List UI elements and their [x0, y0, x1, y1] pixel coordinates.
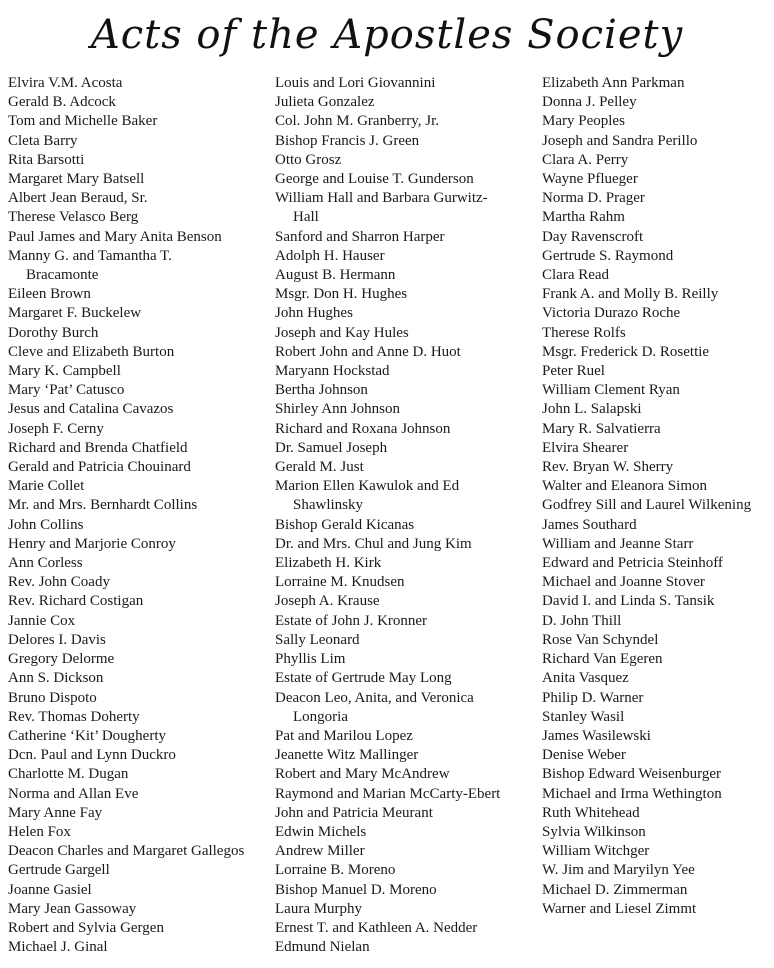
donor-name-line: Robert and Mary McAndrew: [275, 766, 450, 783]
donor-name-line: W. Jim and Maryilyn Yee: [542, 862, 695, 879]
donor-name-line: Mary ‘Pat’ Catusco: [8, 382, 125, 399]
donor-name-line: Jannie Cox: [8, 612, 76, 629]
donor-name-line: Estate of John J. Kronner: [275, 612, 428, 629]
donor-name-line: Day Ravenscroft: [542, 228, 644, 245]
donor-name-line: Lorraine B. Moreno: [275, 862, 396, 879]
donor-name: [275, 93, 533, 112]
donor-name: [8, 189, 266, 208]
donor-name: [8, 285, 266, 304]
donor-name-line: William Clement Ryan: [542, 382, 680, 399]
donor-name-line: Raymond and Marian McCarty-Ebert: [275, 785, 501, 802]
donor-name-line: Philip D. Warner: [542, 689, 644, 706]
donor-name-line: Dcn. Paul and Lynn Duckro: [8, 747, 176, 764]
donor-name: [275, 727, 533, 746]
donor-name: [8, 804, 266, 823]
donor-name: [275, 304, 533, 323]
donor-name: [8, 151, 266, 170]
donor-name-line: Ruth Whitehead: [542, 804, 640, 821]
donor-name: [275, 285, 533, 304]
donor-name-line: Gerald M. Just: [275, 459, 364, 476]
donor-name: [275, 554, 533, 573]
donor-name: [275, 900, 533, 919]
donor-name-line: Marie Collet: [8, 478, 85, 495]
donor-name: [542, 400, 770, 419]
donor-name-line: Gregory Delorme: [8, 651, 115, 668]
donor-name-line: Mary Anne Fay: [8, 804, 103, 821]
donor-name: [8, 592, 266, 611]
donor-name: [275, 132, 533, 151]
donor-name-line: Wayne Pflueger: [542, 171, 638, 188]
donor-name: [542, 727, 770, 746]
donor-name-line: Bertha Johnson: [275, 382, 368, 399]
donor-name-line: Gertrude Gargell: [8, 862, 110, 879]
donor-name-line: Sanford and Sharron Harper: [275, 228, 445, 245]
donor-name: [8, 170, 266, 189]
donor-name: [275, 362, 533, 381]
donor-name-line: Margaret Mary Batsell: [8, 171, 145, 188]
donor-name-line: Maryann Hockstad: [275, 363, 390, 380]
donor-name-line: Pat and Marilou Lopez: [275, 727, 413, 744]
donor-name-line: Catherine ‘Kit’ Dougherty: [8, 727, 167, 744]
donor-name-line: Elizabeth Ann Parkman: [542, 75, 685, 91]
donor-name: [8, 74, 266, 93]
donor-name-line: Bishop Manuel D. Moreno: [275, 881, 437, 898]
donor-name: [8, 900, 266, 919]
donor-name: [275, 170, 533, 189]
donor-name-line: Therese Rolfs: [542, 324, 626, 341]
donor-name-line: Rita Barsotti: [8, 151, 85, 168]
donor-name: [275, 381, 533, 400]
donor-name-line: John L. Salapski: [542, 401, 642, 418]
donor-name-line: Laura Murphy: [275, 900, 363, 917]
donor-name-line: Norma D. Prager: [542, 190, 645, 207]
donor-name-line: Sally Leonard: [275, 631, 360, 648]
donor-name: [542, 228, 770, 247]
donor-name: [275, 650, 533, 669]
donor-name: [8, 938, 266, 957]
donor-name: [542, 535, 770, 554]
donor-name-line: Joseph F. Cerny: [8, 420, 104, 437]
donor-name-line: Cleta Barry: [8, 132, 78, 149]
donor-name: [542, 650, 770, 669]
donor-name-line: Robert and Sylvia Gergen: [8, 919, 164, 936]
donor-name-line: Jesus and Catalina Cavazos: [8, 401, 174, 418]
donor-name: [8, 823, 266, 842]
donor-name-line: Edmund Nielan: [275, 939, 370, 956]
donor-name-line: Mr. and Mrs. Bernhardt Collins: [8, 497, 198, 514]
donor-name: [275, 861, 533, 880]
donor-name-line: Gerald and Patricia Chouinard: [8, 459, 191, 476]
donor-name: [8, 727, 266, 746]
donor-name: [542, 765, 770, 784]
donor-name: [542, 266, 770, 285]
donor-name: [8, 400, 266, 419]
donor-name-line: Stanley Wasil: [542, 708, 625, 725]
donor-name: [8, 746, 266, 765]
donor-name-line: Ann S. Dickson: [8, 670, 104, 687]
donor-name: [542, 592, 770, 611]
donor-name-line: Therese Velasco Berg: [8, 209, 139, 226]
donor-name-line: Mary Jean Gassoway: [8, 900, 137, 917]
donor-name: [275, 689, 533, 727]
donor-name: [542, 746, 770, 765]
donor-name-line: Adolph H. Hauser: [275, 247, 385, 264]
donor-name: [275, 324, 533, 343]
donor-name: [542, 554, 770, 573]
donor-name-line: Msgr. Don H. Hughes: [275, 286, 408, 303]
donor-name: [275, 765, 533, 784]
donor-name: [8, 689, 266, 708]
donor-name-line: Michael J. Ginal: [8, 939, 108, 956]
donor-name-line: Lorraine M. Knudsen: [275, 574, 405, 591]
donor-name-line: Msgr. Frederick D. Rosettie: [542, 343, 710, 360]
donor-name-line: Albert Jean Beraud, Sr.: [8, 190, 148, 207]
donor-name-line: Mary Peoples: [542, 113, 625, 130]
donor-name-line: James Southard: [542, 516, 637, 533]
donor-column-3: [542, 74, 770, 919]
donor-name-line: Ernest T. and Kathleen A. Nedder: [275, 919, 478, 936]
donor-name-line: Rev. Bryan W. Sherry: [542, 459, 674, 476]
donor-name: [8, 324, 266, 343]
donor-name: [8, 132, 266, 151]
donor-name-line: Dr. Samuel Joseph: [275, 439, 388, 456]
donor-name: [8, 362, 266, 381]
donor-name: [542, 208, 770, 227]
donor-name-line: William Hall and Barbara Gurwitz-: [275, 190, 488, 207]
donor-name-line: Bishop Gerald Kicanas: [275, 516, 415, 533]
donor-name-line: Joanne Gasiel: [8, 881, 92, 898]
donor-name: [8, 708, 266, 727]
donor-name: [542, 785, 770, 804]
donor-name-line: Rose Van Schyndel: [542, 631, 659, 648]
donor-name-line: Michael D. Zimmerman: [542, 881, 688, 898]
donor-name-line: Rev. John Coady: [8, 574, 110, 591]
donor-name: [8, 612, 266, 631]
donor-name-line: Sylvia Wilkinson: [542, 823, 646, 840]
donor-name-line: Richard and Brenda Chatfield: [8, 439, 188, 456]
donor-name: [8, 535, 266, 554]
donor-name: [275, 266, 533, 285]
donor-name-line: Elvira V.M. Acosta: [8, 75, 123, 91]
donor-name: [275, 112, 533, 131]
donor-name-continuation: Hall: [293, 209, 319, 226]
donor-name: [275, 631, 533, 650]
donor-name-line: Donna J. Pelley: [542, 94, 637, 111]
donor-name: [542, 420, 770, 439]
donor-name-line: Bruno Dispoto: [8, 689, 97, 706]
donor-name: [542, 823, 770, 842]
donor-name-line: John Collins: [8, 516, 84, 533]
donor-name-line: James Wasilewski: [542, 727, 651, 744]
donor-name-line: Robert John and Anne D. Huot: [275, 343, 461, 360]
donor-name-line: Elvira Shearer: [542, 439, 629, 456]
donor-name: [542, 93, 770, 112]
donor-name-continuation: Shawlinsky: [293, 497, 364, 514]
donor-name-line: Elizabeth H. Kirk: [275, 555, 382, 572]
donor-name: [8, 93, 266, 112]
donor-name: [8, 842, 266, 861]
donor-name: [542, 708, 770, 727]
donor-name-line: Peter Ruel: [542, 363, 605, 380]
donor-name-line: Victoria Durazo Roche: [542, 305, 681, 322]
donor-name-line: Henry and Marjorie Conroy: [8, 535, 176, 552]
donor-name-line: Mary R. Salvatierra: [542, 420, 661, 437]
donor-name: [275, 74, 533, 93]
donor-name-line: David I. and Linda S. Tansik: [542, 593, 715, 610]
donor-name: [542, 496, 770, 515]
donor-name: [542, 881, 770, 900]
donor-name-line: Bishop Edward Weisenburger: [542, 766, 722, 783]
donor-name: [542, 573, 770, 592]
donor-name: [8, 861, 266, 880]
donor-name: [275, 151, 533, 170]
donor-name: [275, 343, 533, 362]
donor-name-line: Anita Vasquez: [542, 670, 629, 687]
donor-name: [275, 247, 533, 266]
donor-name: [8, 496, 266, 515]
donor-name-line: Otto Grosz: [275, 151, 342, 168]
donor-name: [275, 842, 533, 861]
donor-name-line: Richard and Roxana Johnson: [275, 420, 451, 437]
donor-name: [542, 304, 770, 323]
donor-name: [542, 477, 770, 496]
donor-name-line: Paul James and Mary Anita Benson: [8, 228, 222, 245]
donor-name: [542, 631, 770, 650]
donor-name: [542, 842, 770, 861]
donor-name: [275, 420, 533, 439]
donor-name: [8, 881, 266, 900]
donor-name-line: Cleve and Elizabeth Burton: [8, 343, 175, 360]
donor-name: [8, 669, 266, 688]
donor-name: [8, 554, 266, 573]
donor-name: [8, 112, 266, 131]
donor-name: [8, 458, 266, 477]
donor-name-line: Julieta Gonzalez: [275, 94, 375, 111]
donor-name-line: Manny G. and Tamantha T.: [8, 247, 172, 264]
donor-name-line: Rev. Thomas Doherty: [8, 708, 140, 725]
donor-name-line: Dorothy Burch: [8, 324, 99, 341]
donor-name-line: William and Jeanne Starr: [542, 535, 694, 552]
donor-name: [275, 804, 533, 823]
donor-name: [542, 861, 770, 880]
donor-name-line: Rev. Richard Costigan: [8, 593, 144, 610]
donor-name: [8, 765, 266, 784]
donor-name-line: Gerald B. Adcock: [8, 94, 116, 111]
donor-name-line: Michael and Irma Wethington: [542, 785, 722, 802]
donor-column-1: [8, 74, 266, 957]
donor-name: [542, 362, 770, 381]
donor-name-line: Deacon Leo, Anita, and Veronica: [275, 689, 474, 706]
donor-name: [542, 516, 770, 535]
donor-name-line: William Witchger: [542, 843, 650, 860]
donor-name: [275, 189, 533, 227]
donor-name-line: Col. John M. Granberry, Jr.: [275, 113, 440, 130]
donor-name: [8, 573, 266, 592]
donor-name: [542, 669, 770, 688]
donor-name: [8, 785, 266, 804]
donor-name: [8, 247, 266, 285]
donor-name-line: Martha Rahm: [542, 209, 625, 226]
donor-name: [542, 612, 770, 631]
donor-name: [542, 324, 770, 343]
donor-name: [275, 612, 533, 631]
donor-name: [8, 208, 266, 227]
donor-name: [542, 900, 770, 919]
donor-name: [8, 919, 266, 938]
donor-name: [542, 74, 770, 93]
donor-name: [8, 477, 266, 496]
donor-name: [275, 881, 533, 900]
donor-name-line: Mary K. Campbell: [8, 363, 121, 380]
donor-name: [542, 381, 770, 400]
donor-name-line: Joseph and Sandra Perillo: [542, 132, 698, 149]
donor-name: [275, 516, 533, 535]
donor-name-line: Joseph A. Krause: [275, 593, 380, 610]
donor-name-line: Bishop Francis J. Green: [275, 132, 420, 149]
donor-name: [275, 228, 533, 247]
donor-name-line: Clara Read: [542, 267, 610, 284]
donor-name-line: Michael and Joanne Stover: [542, 574, 705, 591]
donor-name-line: John and Patricia Meurant: [275, 804, 433, 821]
donor-name: [542, 343, 770, 362]
donor-name-line: Eileen Brown: [8, 286, 91, 303]
donor-name-line: Shirley Ann Johnson: [275, 401, 401, 418]
donor-name-line: Jeanette Witz Mallinger: [275, 747, 419, 764]
donor-name-line: Deacon Charles and Margaret Gallegos: [8, 843, 245, 860]
donor-name-line: Ann Corless: [8, 555, 83, 572]
donor-name-line: Frank A. and Molly B. Reilly: [542, 286, 719, 303]
donor-name-line: Tom and Michelle Baker: [8, 113, 158, 130]
donor-name: [275, 458, 533, 477]
donor-name: [8, 650, 266, 669]
donor-name-continuation: Bracamonte: [26, 267, 99, 284]
donor-name: [542, 112, 770, 131]
donor-name: [8, 343, 266, 362]
donor-name: [8, 381, 266, 400]
donor-name: [8, 304, 266, 323]
donor-name: [275, 669, 533, 688]
donor-name-line: Godfrey Sill and Laurel Wilkening: [542, 497, 752, 514]
donor-name: [275, 919, 533, 938]
donor-name-line: Charlotte M. Dugan: [8, 766, 129, 783]
donor-name: [542, 151, 770, 170]
donor-column-2: [275, 74, 533, 957]
donor-name: [275, 785, 533, 804]
donor-name: [542, 458, 770, 477]
donor-name: [275, 823, 533, 842]
donor-name-line: Walter and Eleanora Simon: [542, 478, 707, 495]
donor-name-line: Estate of Gertrude May Long: [275, 670, 452, 687]
donor-name-line: Clara A. Perry: [542, 151, 629, 168]
donor-name-line: Helen Fox: [8, 823, 71, 840]
donor-name: [542, 439, 770, 458]
donor-name: [542, 132, 770, 151]
donor-name: [542, 189, 770, 208]
donor-name: [275, 938, 533, 957]
donor-name-line: Margaret F. Buckelew: [8, 305, 142, 322]
donor-name-line: Andrew Miller: [275, 843, 365, 860]
page-title: Acts of the Apostles Society: [90, 12, 684, 58]
donor-name-continuation: Longoria: [293, 708, 348, 725]
donor-name: [542, 285, 770, 304]
donor-name-line: Warner and Liesel Zimmt: [542, 900, 697, 917]
donor-name-line: Edward and Petricia Steinhoff: [542, 555, 723, 572]
donor-name: [8, 631, 266, 650]
donor-name-line: Dr. and Mrs. Chul and Jung Kim: [275, 535, 472, 552]
donor-name-line: George and Louise T. Gunderson: [275, 171, 474, 188]
donor-name-line: Edwin Michels: [275, 823, 367, 840]
donor-name: [8, 516, 266, 535]
donor-name: [8, 228, 266, 247]
donor-name-line: Richard Van Egeren: [542, 651, 663, 668]
donor-name-line: Phyllis Lim: [275, 651, 346, 668]
donor-name: [542, 247, 770, 266]
donor-name-line: Gertrude S. Raymond: [542, 247, 674, 264]
donor-name: [275, 400, 533, 419]
donor-name: [275, 573, 533, 592]
donor-name: [542, 804, 770, 823]
donor-name-line: John Hughes: [275, 305, 353, 322]
donor-name-line: August B. Hermann: [275, 267, 396, 284]
donor-name-line: Delores I. Davis: [8, 631, 106, 648]
donor-name-line: Louis and Lori Giovannini: [275, 75, 436, 91]
donor-name: [542, 170, 770, 189]
donor-name-line: Joseph and Kay Hules: [275, 324, 409, 341]
donor-name-line: Denise Weber: [542, 747, 626, 764]
donor-name: [275, 439, 533, 458]
donor-name: [275, 535, 533, 554]
donor-name: [8, 439, 266, 458]
donor-name-line: D. John Thill: [542, 612, 622, 629]
donor-name-line: Marion Ellen Kawulok and Ed: [275, 478, 460, 495]
donor-name-line: Norma and Allan Eve: [8, 785, 139, 802]
donor-name: [275, 592, 533, 611]
donor-name: [275, 477, 533, 515]
donor-name: [275, 746, 533, 765]
donor-name: [8, 420, 266, 439]
donor-name: [542, 689, 770, 708]
